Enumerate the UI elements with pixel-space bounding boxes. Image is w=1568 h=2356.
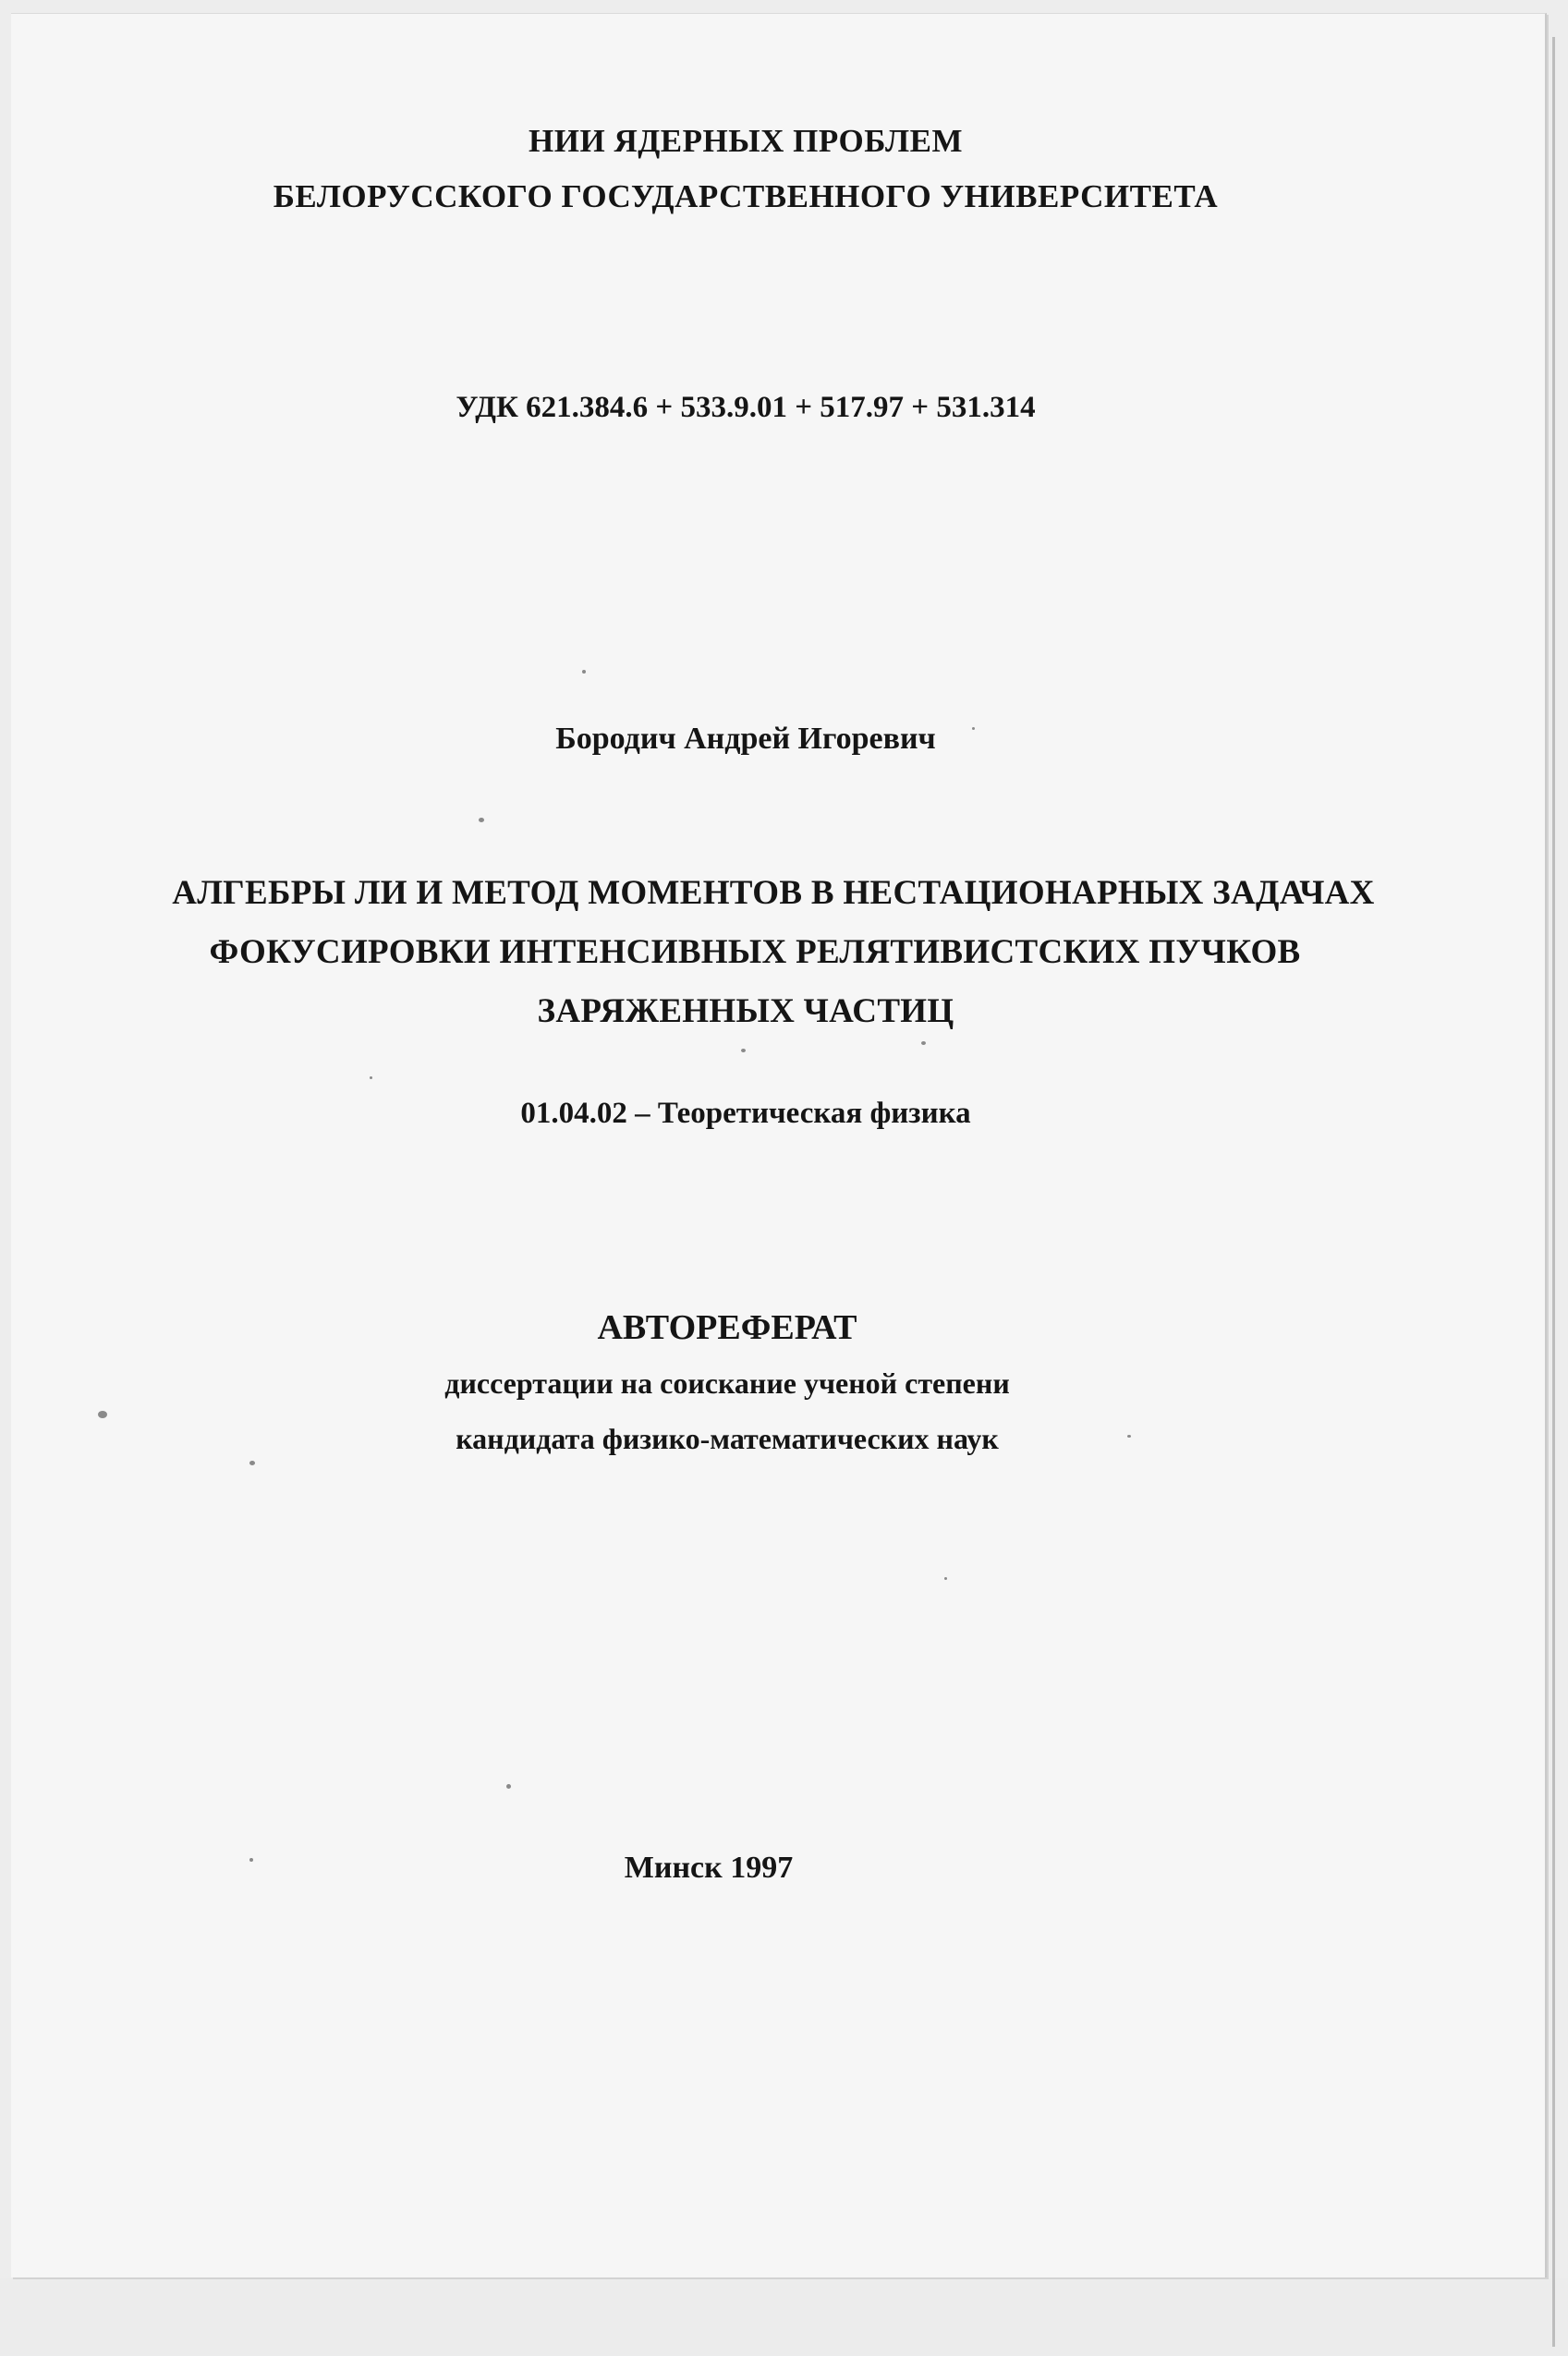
- scan-speck: [249, 1858, 253, 1862]
- scan-speck: [1127, 1435, 1131, 1438]
- place-and-year: Минск 1997: [624, 1851, 794, 1885]
- scan-speck: [98, 1411, 107, 1418]
- scan-speck: [506, 1784, 511, 1789]
- abstract-subtitle-line-1: диссертации на соискание ученой степени: [444, 1366, 1010, 1400]
- dissertation-title-line-3: ЗАРЯЖЕННЫХ ЧАСТИЦ: [537, 992, 954, 1030]
- scan-speck: [370, 1076, 372, 1079]
- scan-speck: [972, 727, 975, 730]
- dissertation-title-line-1: АЛГЕБРЫ ЛИ И МЕТОД МОМЕНТОВ В НЕСТАЦИОНАРНЫХ ЗАДАЧАХ: [172, 874, 1375, 912]
- institute-line-1: НИИ ЯДЕРНЫХ ПРОБЛЕМ: [529, 123, 963, 159]
- scan-speck: [921, 1041, 926, 1045]
- scan-speck: [582, 670, 586, 674]
- scan-speck: [479, 818, 484, 822]
- page-edge-shadow: [1552, 37, 1555, 2347]
- scan-speck: [944, 1577, 947, 1580]
- institute-line-2: БЕЛОРУССКОГО ГОСУДАРСТВЕННОГО УНИВЕРСИТЕТА: [273, 178, 1219, 214]
- scan-speck: [249, 1461, 255, 1465]
- scan-speck: [741, 1049, 746, 1052]
- dissertation-title-line-2: ФОКУСИРОВКИ ИНТЕНСИВНЫХ РЕЛЯТИВИСТСКИХ ПУЧКОВ: [209, 933, 1301, 971]
- udk-code: УДК 621.384.6 + 533.9.01 + 517.97 + 531.314: [456, 391, 1036, 424]
- title-page: [11, 13, 1547, 2277]
- scan-bottom-margin: [0, 2278, 1568, 2356]
- abstract-heading: АВТОРЕФЕРАТ: [597, 1308, 857, 1347]
- specialty-code: 01.04.02 – Теоретическая физика: [520, 1097, 971, 1130]
- abstract-subtitle-line-2: кандидата физико-математических наук: [456, 1422, 999, 1455]
- author-name: Бородич Андрей Игоревич: [555, 722, 936, 756]
